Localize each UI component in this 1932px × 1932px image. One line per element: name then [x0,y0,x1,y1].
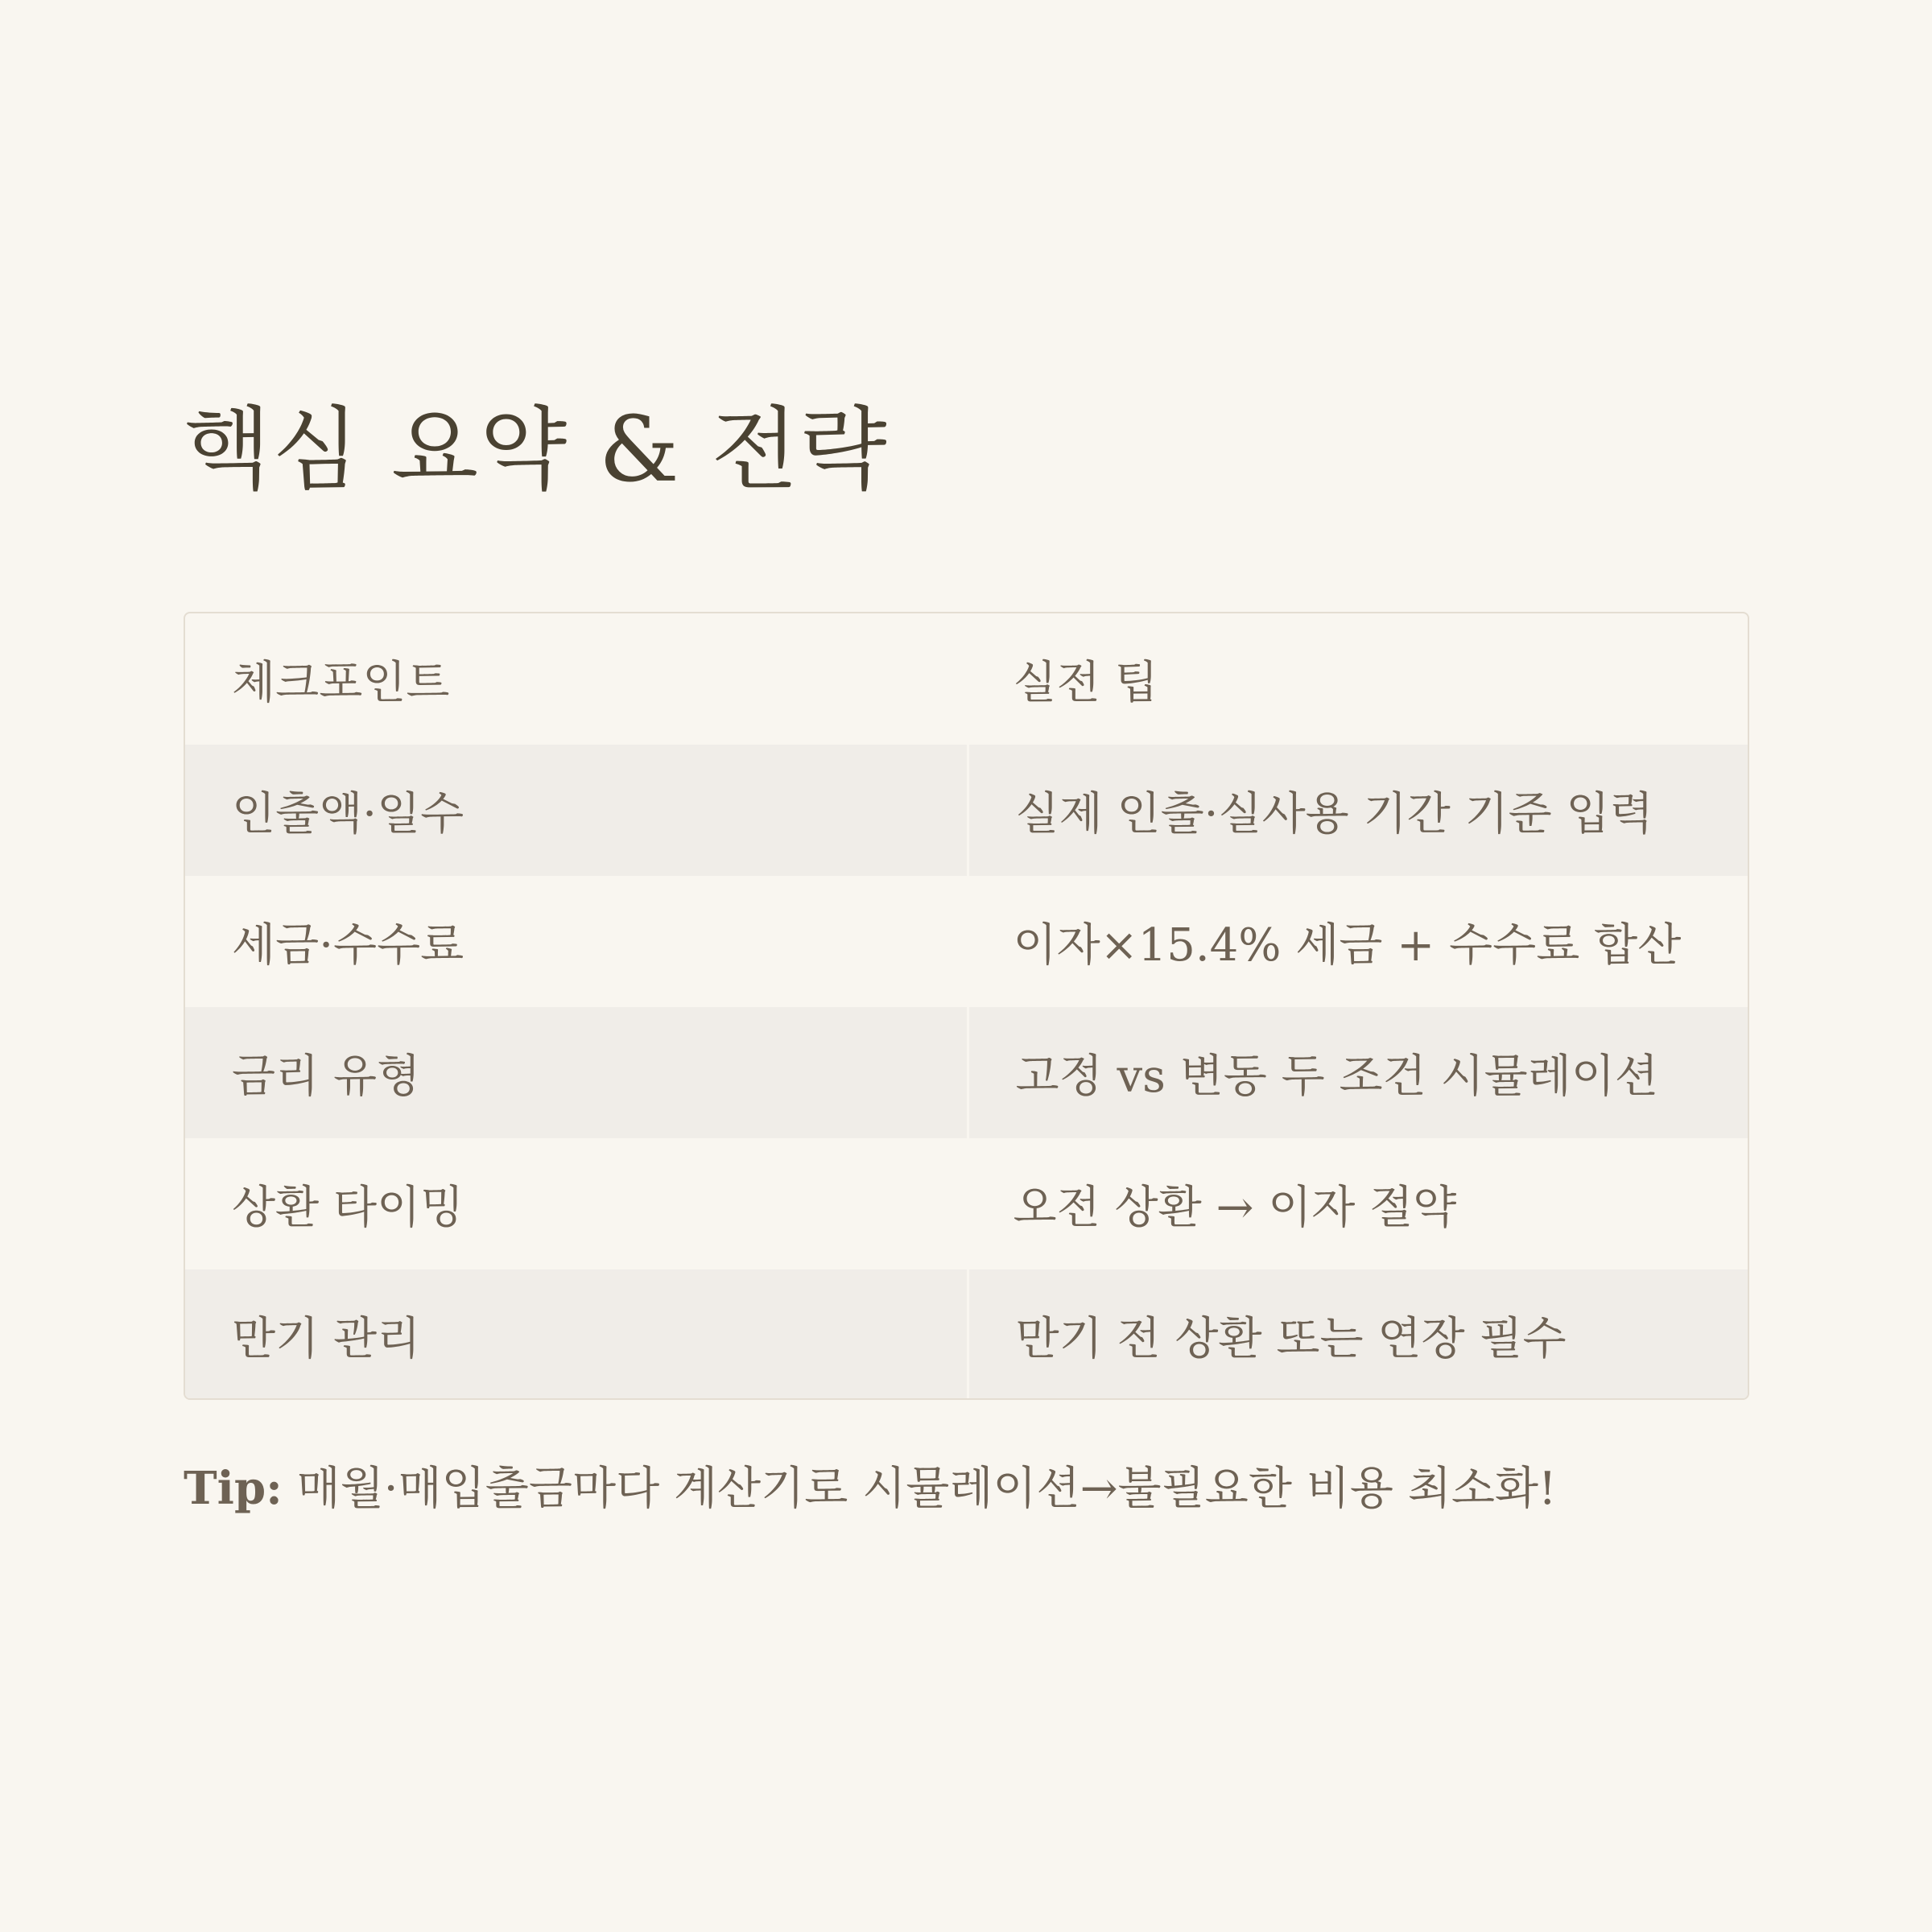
table-cell-tip: 실제 인출·실사용 기간 기준 입력 [967,745,1748,876]
table-cell-checkpoint: 인출액·일수 [232,787,464,840]
table-cell-checkpoint: 세금·수수료 [232,919,464,972]
table-cell-tip: 고정 vs 변동 두 조건 시뮬레이션 [967,1007,1748,1138]
table-row [185,1007,1748,1138]
summary-table [184,612,1749,1400]
page-title: 핵심 요약 & 전략 [184,398,889,502]
tip-label: Tip: [184,1462,283,1515]
table-cell-checkpoint: 상환 타이밍 [232,1181,464,1234]
table-row [185,745,1748,876]
table-row [185,1269,1748,1400]
table-header-row [185,613,1748,745]
table-cell-tip: 이자×15.4% 세금 + 수수료 합산 [1013,919,1682,972]
table-cell-tip: 오전 상환 → 이자 절약 [1013,1181,1457,1234]
column-header-practical-tip: 실전 팁 [1013,656,1158,709]
table-cell-checkpoint: 만기 관리 [232,1312,421,1365]
table-row [185,876,1748,1007]
tip-note [184,1453,1557,1517]
table-cell-tip: 만기 전 상환 또는 연장 필수 [967,1269,1748,1400]
table-cell-checkpoint: 금리 유형 [232,1050,421,1103]
column-header-checkpoint: 체크포인트 [232,656,450,709]
table-row [185,1138,1748,1269]
tip-text: 매월·매입출금마다 계산기로 시뮬레이션→불필요한 비용 최소화! [296,1463,1557,1515]
